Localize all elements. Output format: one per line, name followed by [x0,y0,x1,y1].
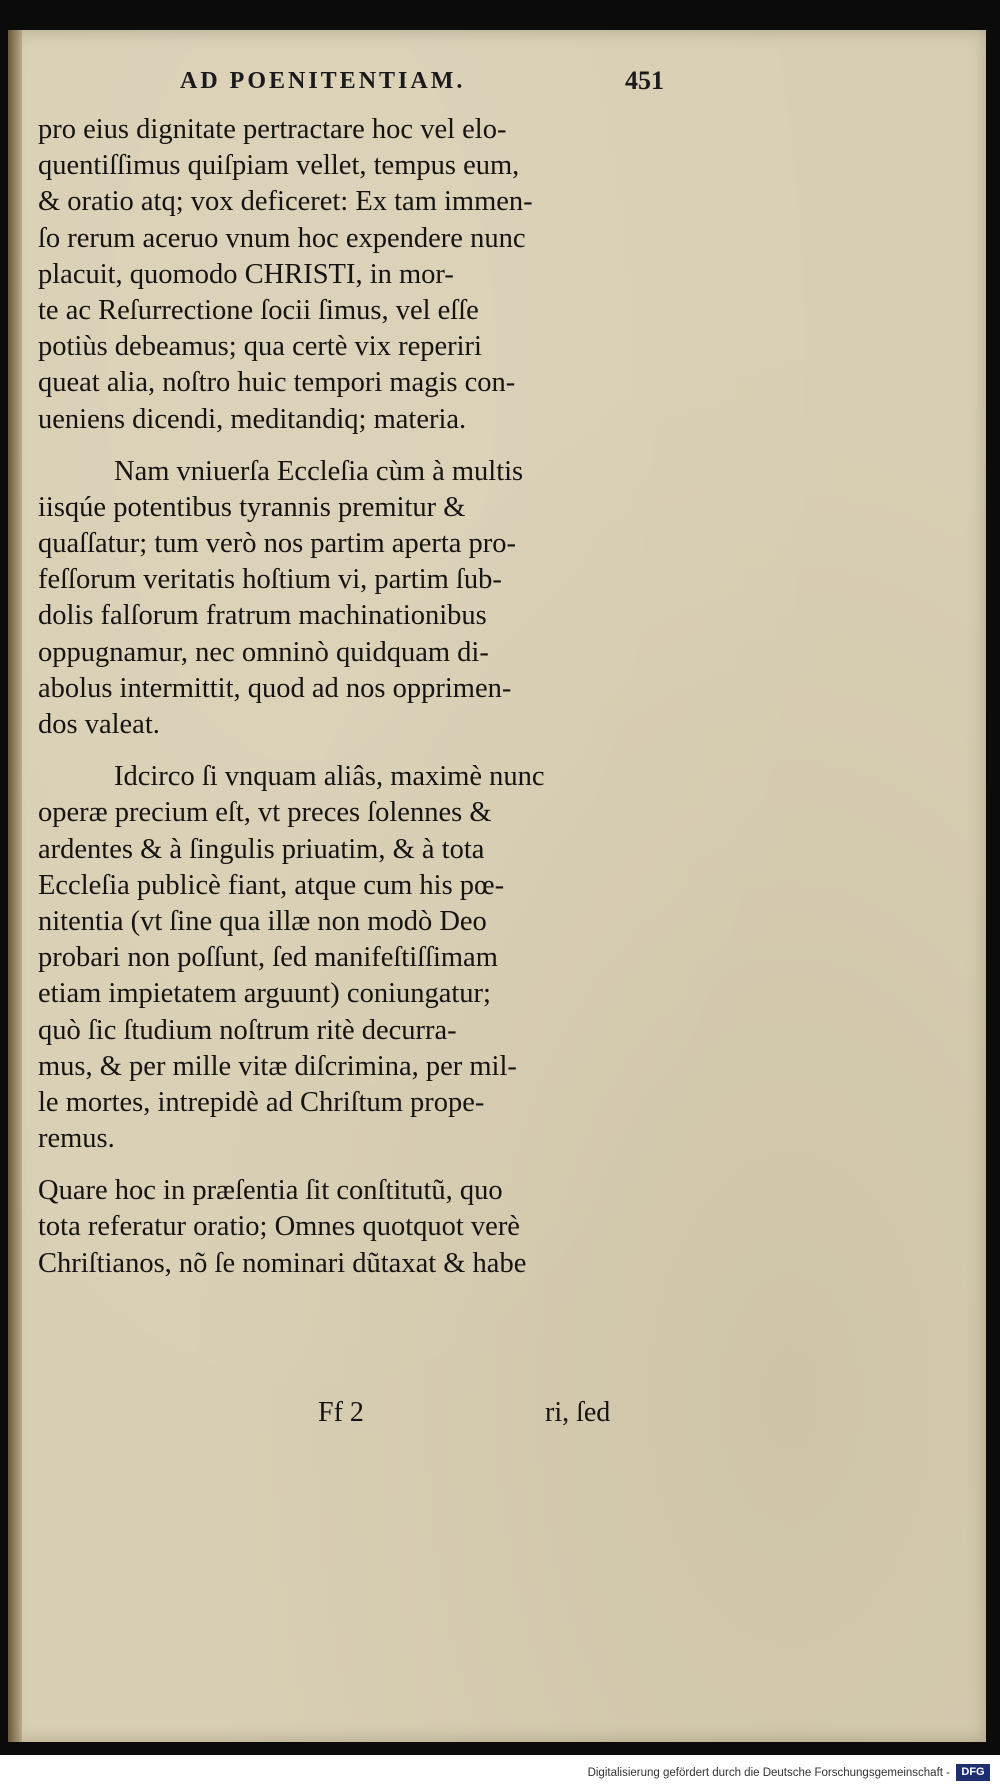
paragraph [38,112,678,438]
paragraph-gap [38,438,678,454]
text-line: probari non poſſunt, ſed manifeſtiſſimam [38,942,498,974]
text-line: mus, & per mille vitæ diſcrimina, per mil- [38,1050,517,1082]
text-line: Quare hoc in præſentia ſit conſtitutũ, quo [38,1175,503,1207]
text-line: tota referatur oratio; Omnes quotquot verè [38,1211,520,1243]
paragraph-gap [38,1157,678,1173]
text-line: dolis falſorum fratrum machinationibus [38,600,487,632]
text-line: Eccleſia publicè fiant, atque cum his pœ- [38,869,505,901]
text-line: quaſſatur; tum verò nos partim aperta pro- [38,528,517,560]
text-line: pro eius dignitate pertractare hoc vel elo- [38,114,507,145]
text-line: dos valeat. [38,709,160,740]
body-text [38,112,678,1282]
catchword: ri, ſed [545,1397,611,1428]
text-line: ueniens dicendi, meditandiq; materia. [38,403,467,435]
text-line: ſo rerum aceruo vnum hoc expendere nunc [38,222,526,254]
text-line: oppugnamur, nec omninò quidquam di- [38,636,489,668]
paragraph [38,454,678,744]
text-line: remus. [38,1123,115,1155]
text-line: Idcirco ſi vnquam aliâs, maximè nunc [114,761,545,793]
page-number: 451 [625,66,664,95]
text-line: quò ſic ſtudium noſtrum ritè decurra- [38,1014,457,1046]
text-line: te ac Reſurrectione ſocii ſimus, vel eſſe [38,294,479,326]
text-line: iisqúe potentibus tyrannis premitur & [38,491,466,523]
text-line: & oratio atq; vox deficeret: Ex tam immen- [38,186,533,218]
running-head: AD POENITENTIAM. [180,68,466,94]
text-line: feſſorum veritatis hoſtium vi, partim ſub- [38,564,502,596]
page-binding-edge [8,30,22,1742]
text-line: Nam vniuerſa Eccleſia cùm à multis [114,455,524,487]
paragraph [38,1173,678,1282]
text-line: ardentes & à ſingulis priuatim, & à tota [38,833,485,865]
text-line: queat alia, noſtro huic tempori magis con- [38,367,516,399]
text-line: etiam impietatem arguunt) coniungatur; [38,978,491,1010]
paragraph [38,759,678,1157]
paragraph-gap [38,743,678,759]
text-line: placuit, quomodo CHRISTI, in mor- [38,258,454,290]
text-line: le mortes, intrepidè ad Chriſtum prope- [38,1086,485,1118]
text-line: potiùs debeamus; qua certè vix reperiri [38,331,482,363]
text-line: quentiſſimus quiſpiam vellet, tempus eum, [38,150,520,182]
text-line: abolus intermittit, quod ad nos opprimen- [38,672,512,704]
signature-mark: Ff 2 [318,1397,364,1428]
text-line: Chriſtianos, nõ ſe nominari dũtaxat & habe [38,1247,527,1279]
dfg-logo: DFG [956,1764,990,1781]
text-line: operæ precium eſt, vt preces ſolennes & [38,797,492,829]
footer-credit: Digitalisierung gefördert durch die Deutsche Forschungsgemeinschaft - [587,1767,950,1779]
text-line: nitentia (vt ſine qua illæ non modò Deo [38,905,487,937]
